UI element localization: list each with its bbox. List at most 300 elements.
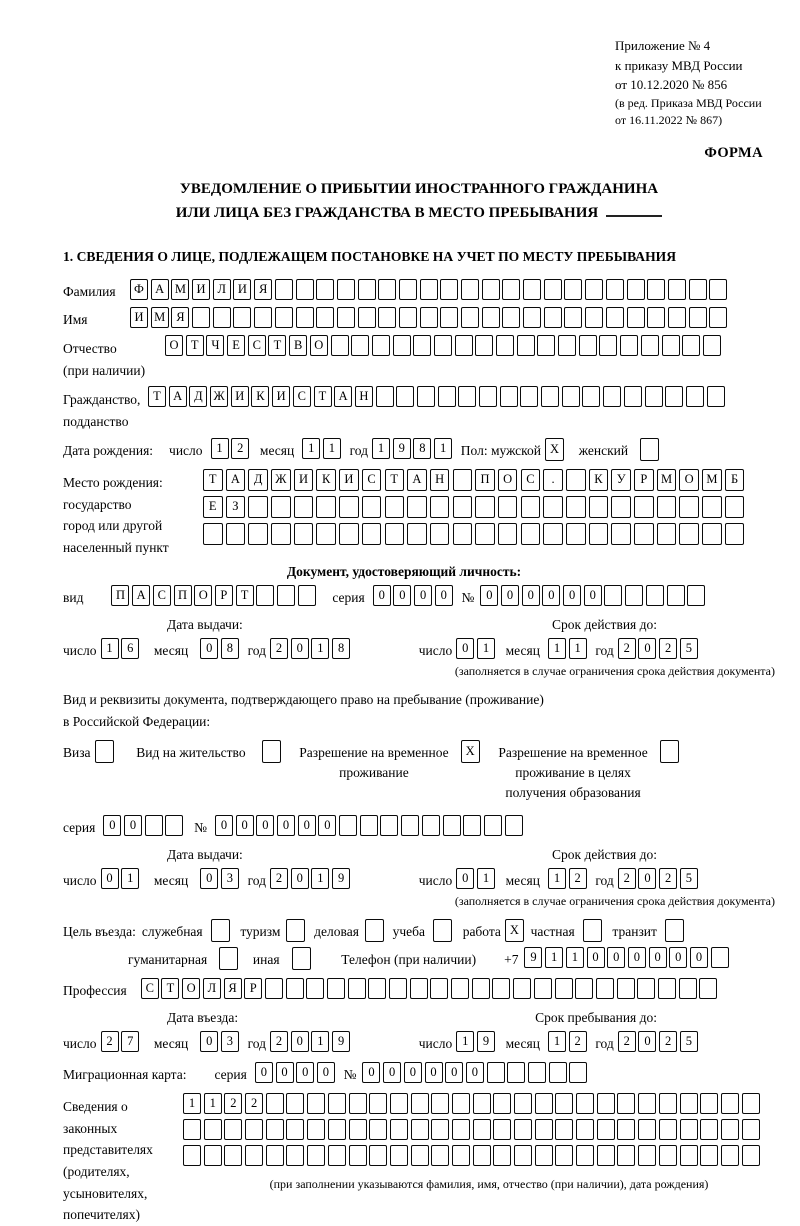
- char-cell[interactable]: [589, 496, 609, 518]
- char-cell[interactable]: [475, 496, 495, 518]
- char-cell[interactable]: [502, 279, 520, 300]
- char-cell[interactable]: [645, 386, 663, 407]
- char-cell[interactable]: 1: [183, 1093, 201, 1114]
- char-cell[interactable]: Р: [244, 978, 262, 999]
- birth-month-cells[interactable]: [302, 438, 343, 459]
- char-cell[interactable]: [682, 335, 700, 356]
- stay-month-cells[interactable]: [548, 1031, 589, 1052]
- char-cell[interactable]: [597, 1093, 615, 1114]
- purpose-transit-checkbox[interactable]: [665, 919, 687, 942]
- char-cell[interactable]: Т: [186, 335, 204, 356]
- char-cell[interactable]: [566, 523, 586, 545]
- char-cell[interactable]: М: [151, 307, 169, 328]
- char-cell[interactable]: 0: [373, 585, 391, 606]
- char-cell[interactable]: [658, 978, 676, 999]
- char-cell[interactable]: М: [702, 469, 722, 491]
- char-cell[interactable]: [537, 335, 555, 356]
- char-cell[interactable]: 8: [413, 438, 431, 459]
- char-cell[interactable]: [440, 279, 458, 300]
- char-cell[interactable]: [482, 279, 500, 300]
- char-cell[interactable]: [438, 386, 456, 407]
- char-cell[interactable]: [700, 1093, 718, 1114]
- char-cell[interactable]: [339, 496, 359, 518]
- char-cell[interactable]: [617, 1145, 635, 1166]
- char-cell[interactable]: [709, 307, 727, 328]
- char-cell[interactable]: [413, 335, 431, 356]
- char-cell[interactable]: С: [153, 585, 171, 606]
- char-cell[interactable]: [665, 386, 683, 407]
- char-cell[interactable]: [399, 279, 417, 300]
- char-cell[interactable]: Ф: [130, 279, 148, 300]
- char-cell[interactable]: 2: [270, 1031, 288, 1052]
- char-cell[interactable]: [420, 307, 438, 328]
- sex-female-checkbox[interactable]: [640, 438, 662, 461]
- char-cell[interactable]: [725, 523, 745, 545]
- char-cell[interactable]: [523, 279, 541, 300]
- temp-permit-checkbox[interactable]: [461, 740, 483, 763]
- char-cell[interactable]: [493, 1119, 511, 1140]
- char-cell[interactable]: [659, 1093, 677, 1114]
- char-cell[interactable]: [390, 1145, 408, 1166]
- char-cell[interactable]: [298, 585, 316, 606]
- char-cell[interactable]: [742, 1119, 760, 1140]
- char-cell[interactable]: [362, 496, 382, 518]
- char-cell[interactable]: [461, 307, 479, 328]
- purpose-private-checkbox[interactable]: [583, 919, 605, 942]
- char-cell[interactable]: [372, 335, 390, 356]
- char-cell[interactable]: [294, 523, 314, 545]
- char-cell[interactable]: [493, 1093, 511, 1114]
- char-cell[interactable]: [248, 496, 268, 518]
- char-cell[interactable]: [579, 335, 597, 356]
- char-cell[interactable]: Я: [224, 978, 242, 999]
- entry-month-cells[interactable]: [200, 1031, 241, 1052]
- char-cell[interactable]: [665, 919, 684, 942]
- char-cell[interactable]: С: [521, 469, 541, 491]
- char-cell[interactable]: [617, 978, 635, 999]
- char-cell[interactable]: 0: [638, 1031, 656, 1052]
- char-cell[interactable]: [369, 1093, 387, 1114]
- char-cell[interactable]: [535, 1119, 553, 1140]
- char-cell[interactable]: [337, 279, 355, 300]
- birth-year-cells[interactable]: [372, 438, 455, 459]
- char-cell[interactable]: [213, 307, 231, 328]
- char-cell[interactable]: 0: [200, 638, 218, 659]
- char-cell[interactable]: [620, 335, 638, 356]
- char-cell[interactable]: [407, 523, 427, 545]
- char-cell[interactable]: [484, 815, 502, 836]
- char-cell[interactable]: Н: [430, 469, 450, 491]
- char-cell[interactable]: [431, 1119, 449, 1140]
- char-cell[interactable]: [507, 1062, 525, 1083]
- guardians-cells-row3[interactable]: [183, 1145, 795, 1166]
- char-cell[interactable]: [647, 279, 665, 300]
- char-cell[interactable]: 0: [255, 1062, 273, 1083]
- char-cell[interactable]: 1: [569, 638, 587, 659]
- char-cell[interactable]: 2: [245, 1093, 263, 1114]
- char-cell[interactable]: 1: [477, 638, 495, 659]
- char-cell[interactable]: [275, 307, 293, 328]
- char-cell[interactable]: [603, 386, 621, 407]
- char-cell[interactable]: 9: [477, 1031, 495, 1052]
- char-cell[interactable]: 8: [221, 638, 239, 659]
- char-cell[interactable]: 2: [231, 438, 249, 459]
- char-cell[interactable]: 1: [311, 638, 329, 659]
- char-cell[interactable]: 0: [318, 815, 336, 836]
- char-cell[interactable]: П: [174, 585, 192, 606]
- char-cell[interactable]: [430, 496, 450, 518]
- char-cell[interactable]: [286, 1093, 304, 1114]
- char-cell[interactable]: [627, 279, 645, 300]
- char-cell[interactable]: [657, 523, 677, 545]
- char-cell[interactable]: [500, 386, 518, 407]
- char-cell[interactable]: [378, 307, 396, 328]
- char-cell[interactable]: [596, 978, 614, 999]
- char-cell[interactable]: [277, 585, 295, 606]
- char-cell[interactable]: [662, 335, 680, 356]
- res-number-cells[interactable]: [215, 815, 525, 836]
- char-cell[interactable]: [667, 585, 685, 606]
- char-cell[interactable]: 0: [362, 1062, 380, 1083]
- char-cell[interactable]: Ж: [210, 386, 228, 407]
- char-cell[interactable]: 0: [638, 638, 656, 659]
- char-cell[interactable]: 1: [311, 1031, 329, 1052]
- char-cell[interactable]: [458, 386, 476, 407]
- char-cell[interactable]: [380, 815, 398, 836]
- char-cell[interactable]: [393, 335, 411, 356]
- char-cell[interactable]: [479, 386, 497, 407]
- char-cell[interactable]: [680, 1145, 698, 1166]
- char-cell[interactable]: 1: [434, 438, 452, 459]
- char-cell[interactable]: [349, 1145, 367, 1166]
- char-cell[interactable]: [390, 1119, 408, 1140]
- char-cell[interactable]: И: [339, 469, 359, 491]
- phone-cells[interactable]: [524, 947, 731, 968]
- char-cell[interactable]: [680, 1093, 698, 1114]
- char-cell[interactable]: [535, 1145, 553, 1166]
- char-cell[interactable]: [453, 496, 473, 518]
- char-cell[interactable]: И: [272, 386, 290, 407]
- char-cell[interactable]: [558, 335, 576, 356]
- char-cell[interactable]: 3: [221, 868, 239, 889]
- stay-year-cells[interactable]: [618, 1031, 701, 1052]
- char-cell[interactable]: А: [132, 585, 150, 606]
- char-cell[interactable]: [411, 1145, 429, 1166]
- char-cell[interactable]: 2: [101, 1031, 119, 1052]
- char-cell[interactable]: 0: [215, 815, 233, 836]
- char-cell[interactable]: М: [171, 279, 189, 300]
- char-cell[interactable]: А: [226, 469, 246, 491]
- char-cell[interactable]: [407, 496, 427, 518]
- char-cell[interactable]: [700, 1145, 718, 1166]
- surname-cells[interactable]: [130, 279, 730, 300]
- char-cell[interactable]: [711, 947, 729, 968]
- char-cell[interactable]: [362, 523, 382, 545]
- char-cell[interactable]: [611, 496, 631, 518]
- char-cell[interactable]: [358, 307, 376, 328]
- char-cell[interactable]: О: [194, 585, 212, 606]
- char-cell[interactable]: [575, 978, 593, 999]
- char-cell[interactable]: 0: [669, 947, 687, 968]
- char-cell[interactable]: Б: [725, 469, 745, 491]
- char-cell[interactable]: Д: [189, 386, 207, 407]
- char-cell[interactable]: [376, 386, 394, 407]
- char-cell[interactable]: [473, 1093, 491, 1114]
- char-cell[interactable]: [514, 1093, 532, 1114]
- guardians-cells-row1[interactable]: [183, 1093, 795, 1114]
- char-cell[interactable]: Н: [355, 386, 373, 407]
- char-cell[interactable]: [296, 279, 314, 300]
- char-cell[interactable]: [286, 978, 304, 999]
- char-cell[interactable]: 5: [680, 868, 698, 889]
- char-cell[interactable]: [555, 1145, 573, 1166]
- char-cell[interactable]: [339, 523, 359, 545]
- char-cell[interactable]: 1: [204, 1093, 222, 1114]
- char-cell[interactable]: [286, 1119, 304, 1140]
- char-cell[interactable]: [410, 978, 428, 999]
- char-cell[interactable]: 0: [628, 947, 646, 968]
- char-cell[interactable]: 0: [445, 1062, 463, 1083]
- char-cell[interactable]: [360, 815, 378, 836]
- char-cell[interactable]: 0: [456, 868, 474, 889]
- char-cell[interactable]: [434, 335, 452, 356]
- char-cell[interactable]: [576, 1119, 594, 1140]
- char-cell[interactable]: 0: [480, 585, 498, 606]
- char-cell[interactable]: 2: [569, 868, 587, 889]
- char-cell[interactable]: 2: [224, 1093, 242, 1114]
- char-cell[interactable]: [245, 1119, 263, 1140]
- char-cell[interactable]: 0: [425, 1062, 443, 1083]
- char-cell[interactable]: С: [248, 335, 266, 356]
- char-cell[interactable]: 0: [276, 1062, 294, 1083]
- char-cell[interactable]: [502, 307, 520, 328]
- char-cell[interactable]: [606, 307, 624, 328]
- char-cell[interactable]: [523, 307, 541, 328]
- char-cell[interactable]: [286, 919, 305, 942]
- char-cell[interactable]: [265, 978, 283, 999]
- char-cell[interactable]: [487, 1062, 505, 1083]
- char-cell[interactable]: [520, 386, 538, 407]
- char-cell[interactable]: Р: [215, 585, 233, 606]
- char-cell[interactable]: [625, 585, 643, 606]
- char-cell[interactable]: 6: [121, 638, 139, 659]
- char-cell[interactable]: [473, 1119, 491, 1140]
- char-cell[interactable]: [443, 815, 461, 836]
- char-cell[interactable]: [411, 1119, 429, 1140]
- purpose-humanitarian-checkbox[interactable]: [219, 947, 241, 970]
- char-cell[interactable]: [721, 1145, 739, 1166]
- char-cell[interactable]: 0: [501, 585, 519, 606]
- char-cell[interactable]: О: [310, 335, 328, 356]
- char-cell[interactable]: [461, 279, 479, 300]
- char-cell[interactable]: [368, 978, 386, 999]
- char-cell[interactable]: [535, 1093, 553, 1114]
- char-cell[interactable]: X: [461, 740, 480, 763]
- char-cell[interactable]: [316, 496, 336, 518]
- name-cells[interactable]: [130, 307, 730, 328]
- char-cell[interactable]: [248, 523, 268, 545]
- char-cell[interactable]: 1: [548, 1031, 566, 1052]
- char-cell[interactable]: [659, 1145, 677, 1166]
- char-cell[interactable]: [555, 1119, 573, 1140]
- char-cell[interactable]: У: [611, 469, 631, 491]
- char-cell[interactable]: [256, 585, 274, 606]
- char-cell[interactable]: [528, 1062, 546, 1083]
- char-cell[interactable]: 0: [649, 947, 667, 968]
- char-cell[interactable]: [95, 740, 114, 763]
- char-cell[interactable]: [564, 307, 582, 328]
- char-cell[interactable]: [369, 1145, 387, 1166]
- char-cell[interactable]: 0: [466, 1062, 484, 1083]
- res-issue-month-cells[interactable]: [200, 868, 241, 889]
- char-cell[interactable]: 0: [542, 585, 560, 606]
- char-cell[interactable]: Л: [213, 279, 231, 300]
- char-cell[interactable]: [521, 496, 541, 518]
- char-cell[interactable]: А: [169, 386, 187, 407]
- res-issue-year-cells[interactable]: [270, 868, 353, 889]
- entry-day-cells[interactable]: [101, 1031, 142, 1052]
- id-valid-year-cells[interactable]: [618, 638, 701, 659]
- char-cell[interactable]: [543, 496, 563, 518]
- char-cell[interactable]: [703, 335, 721, 356]
- char-cell[interactable]: [440, 307, 458, 328]
- char-cell[interactable]: [452, 1119, 470, 1140]
- char-cell[interactable]: [668, 307, 686, 328]
- char-cell[interactable]: [564, 279, 582, 300]
- char-cell[interactable]: Я: [171, 307, 189, 328]
- birthplace-cells-row1[interactable]: [203, 469, 748, 491]
- char-cell[interactable]: [742, 1145, 760, 1166]
- guardians-cells-row2[interactable]: [183, 1119, 795, 1140]
- char-cell[interactable]: [349, 1119, 367, 1140]
- char-cell[interactable]: [430, 978, 448, 999]
- char-cell[interactable]: [569, 1062, 587, 1083]
- char-cell[interactable]: С: [362, 469, 382, 491]
- sex-male-checkbox[interactable]: [545, 438, 567, 461]
- char-cell[interactable]: [431, 1145, 449, 1166]
- char-cell[interactable]: [496, 335, 514, 356]
- char-cell[interactable]: [203, 523, 223, 545]
- char-cell[interactable]: 1: [101, 638, 119, 659]
- char-cell[interactable]: [680, 1119, 698, 1140]
- char-cell[interactable]: [262, 740, 281, 763]
- char-cell[interactable]: [517, 335, 535, 356]
- char-cell[interactable]: [492, 978, 510, 999]
- edu-permit-checkbox[interactable]: [660, 740, 682, 763]
- char-cell[interactable]: .: [543, 469, 563, 491]
- id-valid-day-cells[interactable]: [456, 638, 497, 659]
- char-cell[interactable]: [271, 496, 291, 518]
- char-cell[interactable]: В: [289, 335, 307, 356]
- char-cell[interactable]: 0: [291, 868, 309, 889]
- char-cell[interactable]: [266, 1145, 284, 1166]
- char-cell[interactable]: [707, 386, 725, 407]
- res-valid-month-cells[interactable]: [548, 868, 589, 889]
- char-cell[interactable]: [638, 1145, 656, 1166]
- char-cell[interactable]: [365, 919, 384, 942]
- char-cell[interactable]: [401, 815, 419, 836]
- char-cell[interactable]: [498, 496, 518, 518]
- char-cell[interactable]: [453, 523, 473, 545]
- char-cell[interactable]: 0: [103, 815, 121, 836]
- char-cell[interactable]: [328, 1145, 346, 1166]
- char-cell[interactable]: [514, 1119, 532, 1140]
- char-cell[interactable]: Т: [268, 335, 286, 356]
- char-cell[interactable]: [555, 978, 573, 999]
- char-cell[interactable]: 0: [522, 585, 540, 606]
- char-cell[interactable]: 0: [393, 585, 411, 606]
- char-cell[interactable]: [316, 279, 334, 300]
- char-cell[interactable]: [647, 307, 665, 328]
- char-cell[interactable]: А: [151, 279, 169, 300]
- char-cell[interactable]: [204, 1119, 222, 1140]
- char-cell[interactable]: Т: [236, 585, 254, 606]
- char-cell[interactable]: [702, 523, 722, 545]
- char-cell[interactable]: [566, 469, 586, 491]
- char-cell[interactable]: [224, 1119, 242, 1140]
- char-cell[interactable]: [369, 1119, 387, 1140]
- char-cell[interactable]: [637, 978, 655, 999]
- char-cell[interactable]: 0: [124, 815, 142, 836]
- char-cell[interactable]: [233, 307, 251, 328]
- char-cell[interactable]: [294, 496, 314, 518]
- char-cell[interactable]: 1: [372, 438, 390, 459]
- char-cell[interactable]: Т: [385, 469, 405, 491]
- char-cell[interactable]: 9: [393, 438, 411, 459]
- char-cell[interactable]: [452, 1145, 470, 1166]
- char-cell[interactable]: [266, 1093, 284, 1114]
- char-cell[interactable]: 1: [545, 947, 563, 968]
- char-cell[interactable]: [306, 978, 324, 999]
- char-cell[interactable]: [634, 496, 654, 518]
- char-cell[interactable]: [709, 279, 727, 300]
- char-cell[interactable]: О: [679, 469, 699, 491]
- char-cell[interactable]: 0: [291, 638, 309, 659]
- char-cell[interactable]: О: [182, 978, 200, 999]
- char-cell[interactable]: [307, 1119, 325, 1140]
- birthplace-cells-row3[interactable]: [203, 523, 748, 545]
- char-cell[interactable]: [224, 1145, 242, 1166]
- char-cell[interactable]: [721, 1119, 739, 1140]
- res-issue-day-cells[interactable]: [101, 868, 142, 889]
- char-cell[interactable]: С: [293, 386, 311, 407]
- char-cell[interactable]: 0: [236, 815, 254, 836]
- char-cell[interactable]: 1: [548, 868, 566, 889]
- char-cell[interactable]: [422, 815, 440, 836]
- char-cell[interactable]: 1: [211, 438, 229, 459]
- char-cell[interactable]: К: [251, 386, 269, 407]
- char-cell[interactable]: [219, 947, 238, 970]
- char-cell[interactable]: [659, 1119, 677, 1140]
- char-cell[interactable]: Т: [203, 469, 223, 491]
- char-cell[interactable]: [463, 815, 481, 836]
- mig-series-cells[interactable]: [255, 1062, 338, 1083]
- char-cell[interactable]: [585, 307, 603, 328]
- char-cell[interactable]: 2: [659, 638, 677, 659]
- char-cell[interactable]: [245, 1145, 263, 1166]
- char-cell[interactable]: Л: [203, 978, 221, 999]
- char-cell[interactable]: [566, 496, 586, 518]
- char-cell[interactable]: [687, 585, 705, 606]
- char-cell[interactable]: [624, 386, 642, 407]
- char-cell[interactable]: [721, 1093, 739, 1114]
- char-cell[interactable]: Д: [248, 469, 268, 491]
- char-cell[interactable]: [617, 1119, 635, 1140]
- char-cell[interactable]: [351, 335, 369, 356]
- char-cell[interactable]: Т: [314, 386, 332, 407]
- char-cell[interactable]: [679, 496, 699, 518]
- char-cell[interactable]: [396, 386, 414, 407]
